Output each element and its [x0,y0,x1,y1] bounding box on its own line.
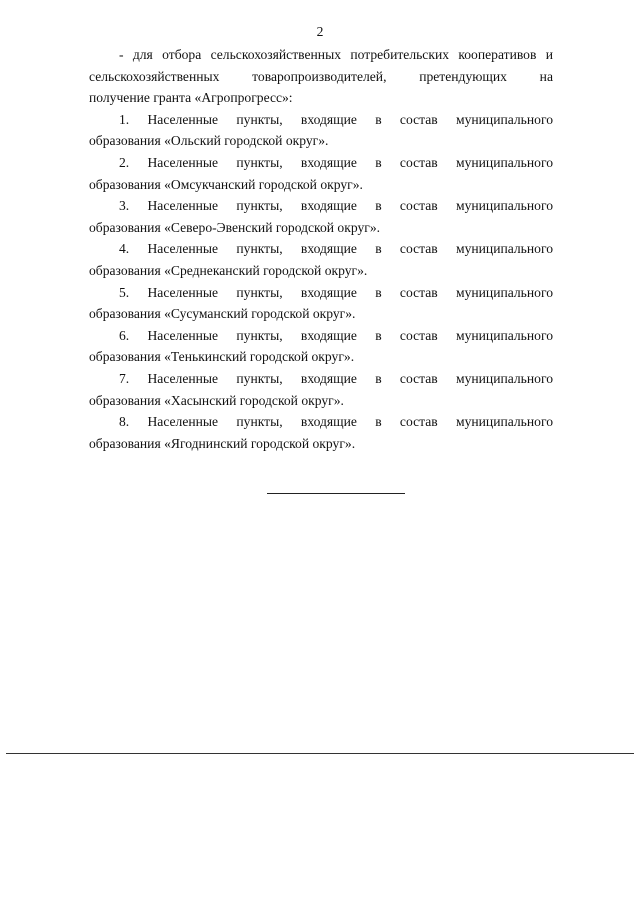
list-item-4 [89,238,553,281]
list-item-line: образования «Сусуманский городской округ». [89,306,356,322]
intro-line-1: - для отбора сельскохозяйственных потребительских кооперативов и [119,47,553,62]
list-item-line: 4. Населенные пункты, входящие в состав муниципального [119,241,553,257]
list-item-line: 8. Населенные пункты, входящие в состав муниципального [119,414,553,430]
list-item-3 [89,195,553,238]
page-footer-rule [6,753,634,754]
document-body [89,44,553,454]
list-item-line: 5. Населенные пункты, входящие в состав муниципального [119,284,553,300]
list-item-line: образования «Среднеканский городской округ». [89,262,368,278]
end-of-document-rule [267,493,405,494]
intro-paragraph [89,44,553,109]
list-item-line: 2. Населенные пункты, входящие в состав муниципального [119,154,553,170]
list-item-line: 6. Населенные пункты, входящие в состав муниципального [119,327,553,343]
list-item-7 [89,368,553,411]
page-number: 2 [316,24,324,39]
intro-line-2: сельскохозяйственных товаропроизводителей, претендующих на [89,68,553,84]
list-item-6 [89,325,553,368]
list-item-line: образования «Ольский городской округ». [89,133,329,149]
list-item-line: 7. Населенные пункты, входящие в состав муниципального [119,370,553,386]
list-item-line: образования «Омсукчанский городской округ». [89,176,363,192]
list-item-1 [89,109,553,152]
list-item-line: образования «Ягоднинский городской округ». [89,435,356,451]
intro-line-3: получение гранта «Агропрогресс»: [89,90,293,106]
list-item-8 [89,411,553,454]
list-item-line: 1. Населенные пункты, входящие в состав муниципального [119,111,553,127]
list-item-2 [89,152,553,195]
list-item-line: образования «Хасынский городской округ». [89,392,344,408]
list-item-line: образования «Северо-Эвенский городской округ». [89,219,381,235]
list-item-5 [89,282,553,325]
list-item-line: образования «Тенькинский городской округ». [89,349,355,365]
list-item-line: 3. Населенные пункты, входящие в состав муниципального [119,198,553,214]
